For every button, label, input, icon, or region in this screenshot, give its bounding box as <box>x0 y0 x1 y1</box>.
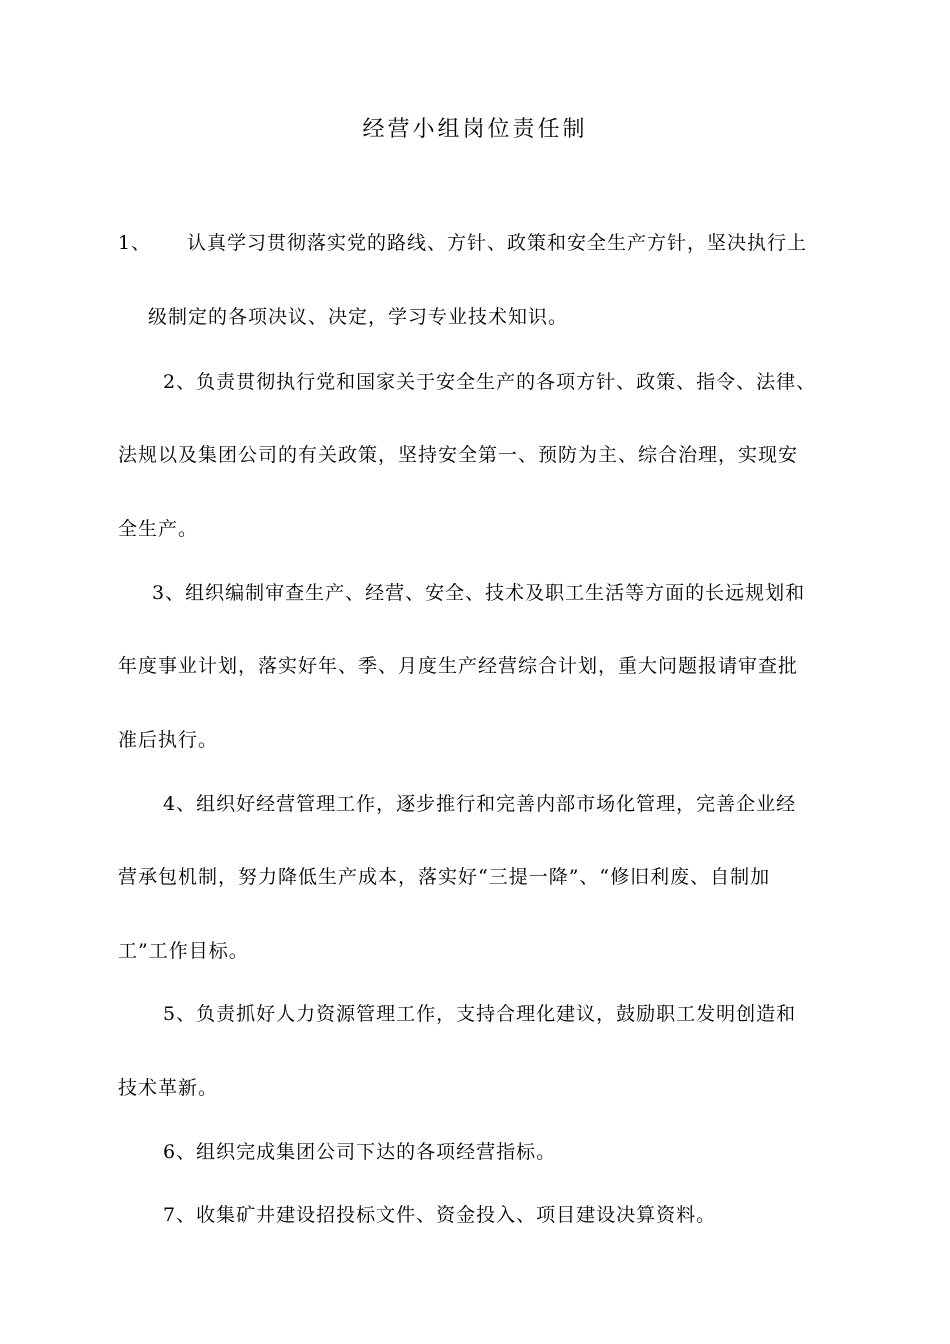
item-7-line-1: 7、收集矿井建设招投标文件、资金投入、项目建设决算资料。 <box>163 1204 717 1226</box>
item-6-line-1: 6、组织完成集团公司下达的各项经营指标。 <box>163 1141 557 1163</box>
item-2-line-2: 法规以及集团公司的有关政策，坚持安全第一、预防为主、综合治理，实现安 <box>118 444 799 466</box>
item-4-line-3: 工”工作目标。 <box>118 940 249 962</box>
item-3-line-3: 准后执行。 <box>118 729 219 751</box>
item-5-line-1: 5、负责抓好人力资源管理工作，支持合理化建议，鼓励职工发明创造和 <box>163 1003 797 1025</box>
item-1-line-2: 级制定的各项决议、决定，学习专业技术知识。 <box>148 306 569 328</box>
item-1-line-1: 认真学习贯彻落实党的路线、方针、政策和安全生产方针，坚决执行上 <box>187 232 808 254</box>
item-2-line-1: 2、负责贯彻执行党和国家关于安全生产的各项方针、政策、指令、法律、 <box>163 371 817 393</box>
item-1-number: 1、 <box>118 232 152 254</box>
item-2-line-3: 全生产。 <box>118 518 199 540</box>
document-title: 经营小组岗位责任制 <box>362 117 588 142</box>
item-3-line-2: 年度事业计划，落实好年、季、月度生产经营综合计划，重大问题报请审查批 <box>118 655 799 677</box>
item-4-line-1: 4、组织好经营管理工作，逐步推行和完善内部市场化管理，完善企业经 <box>163 793 797 815</box>
item-4-line-2: 营承包机制，努力降低生产成本，落实好“三提一降”、“修旧利废、自制加 <box>118 866 771 888</box>
item-3-line-1: 3、组织编制审查生产、经营、安全、技术及职工生活等方面的长远规划和 <box>152 582 806 604</box>
item-5-line-2: 技术革新。 <box>118 1077 219 1099</box>
